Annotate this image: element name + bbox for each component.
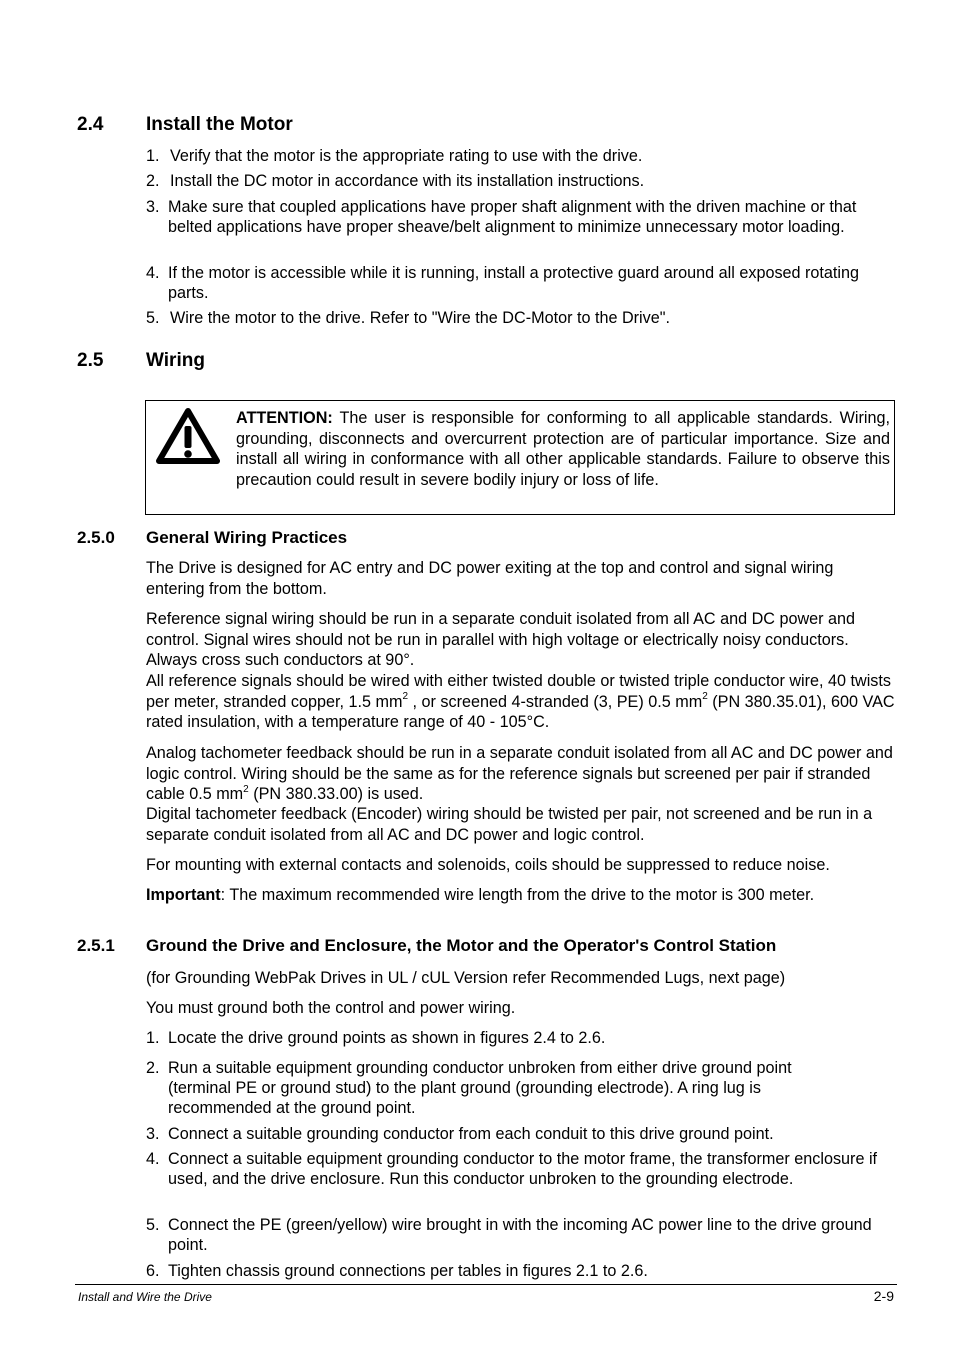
list-item: 3. Connect a suitable grounding conductor from each conduit to this drive ground point. [146, 1125, 774, 1143]
paragraph: Important: The maximum recommended wire length from the drive to the motor is 300 meter. [146, 886, 815, 904]
section-number-2-5: 2.5 [77, 350, 104, 371]
footer-chapter-title: Install and Wire the Drive [78, 1290, 212, 1304]
list-item: 5. Wire the motor to the drive. Refer to "Wire the DC-Motor to the Drive". [146, 309, 670, 327]
section-title-general-wiring: General Wiring Practices [146, 528, 348, 547]
paragraph: Reference signal wiring should be run in a separate conduit isolated from all AC and DC power and control. Signal wires should not be run in parallel with high voltage or electrically noisy conductors. Always cross such conductors at 90°. [146, 610, 856, 669]
list-item: 1. Verify that the motor is the appropriate rating to use with the drive. [146, 147, 643, 165]
list-item: 6. Tighten chassis ground connections per tables in figures 2.1 to 2.6. [146, 1262, 648, 1280]
section-title-wiring: Wiring [146, 350, 205, 371]
list-item: 2. Install the DC motor in accordance with its installation instructions. [146, 172, 645, 190]
list-item: 3. Make sure that coupled applications have proper shaft alignment with the driven machine or that belted applications have proper sheave/belt alignment to minimize unnecessary motor loading. [146, 198, 857, 236]
section-title-install-motor: Install the Motor [146, 114, 293, 135]
paragraph: For mounting with external contacts and solenoids, coils should be suppressed to reduce noise. [146, 856, 830, 874]
important-label: Important [146, 886, 221, 904]
paragraph-note: (for Grounding WebPak Drives in UL / cUL Version refer Recommended Lugs, next page) [146, 969, 786, 987]
attention-body: The user is responsible for conforming to all applicable standards. Wiring, grounding, disconnects and overcurrent protection are of particular importance. Size and install all wiring in conformance with all other applicable standards. Failure to observe this precaution could result in severe bodily injury or loss of life. [236, 409, 890, 489]
list-item: 1. Locate the drive ground points as shown in figures 2.4 to 2.6. [146, 1029, 606, 1047]
list-item: 5. Connect the PE (green/yellow) wire brought in with the incoming AC power line to the drive ground point. [146, 1216, 872, 1254]
attention-box [145, 400, 895, 515]
list-item: 4. Connect a suitable equipment grounding conductor to the motor frame, the transformer enclosure if used, and the drive enclosure. Run this conductor unbroken to the grounding electrode. [146, 1150, 878, 1188]
section-title-ground-drive: Ground the Drive and Enclosure, the Motor and the Operator's Control Station [146, 936, 777, 955]
paragraph: Analog tachometer feedback should be run in a separate conduit isolated from all AC and DC power and logic control. Wiring should be the same as for the reference signals but screened per pair if stranded cable 0.5 $mm^2$ (PN 380.33.00) is used. [146, 744, 893, 803]
attention-label: ATTENTION: [236, 409, 333, 427]
attention-text [236, 408, 890, 490]
section-number-2-5-0: 2.5.0 [77, 528, 115, 547]
footer-page-number: 2-9 [873, 1288, 894, 1304]
section-number-2-4: 2.4 [77, 114, 104, 135]
paragraph: Digital tachometer feedback (Encoder) wiring should be twisted per pair, not screened and be run in a separate conduit isolated from all AC and DC power and logic control. [146, 805, 873, 844]
section-number-2-5-1: 2.5.1 [77, 936, 115, 955]
footer-rule [75, 1284, 897, 1285]
warning-triangle-icon [156, 407, 220, 465]
paragraph: The Drive is designed for AC entry and DC power exiting at the top and control and signal wiring entering from the bottom. [146, 559, 834, 598]
paragraph: You must ground both the control and power wiring. [146, 999, 516, 1017]
list-item: 2. Run a suitable equipment grounding conductor unbroken from either drive ground point (terminal PE or ground stud) to the plant ground (grounding electrode). A ring lug is recommended at the ground point. [146, 1059, 792, 1117]
list-item: 4. If the motor is accessible while it is running, install a protective guard around all exposed rotating parts. [146, 264, 860, 302]
paragraph: All reference signals should be wired with either twisted double or twisted triple conductor wire, 40 twists per meter, stranded copper, 1.5 $mm^2$ , or screened 4-stranded (3, PE) 0.5 $mm^2$ (PN 380.35.01), 600 VAC rated insulation, with a temperature range of 40 - 105°C. [146, 672, 895, 731]
